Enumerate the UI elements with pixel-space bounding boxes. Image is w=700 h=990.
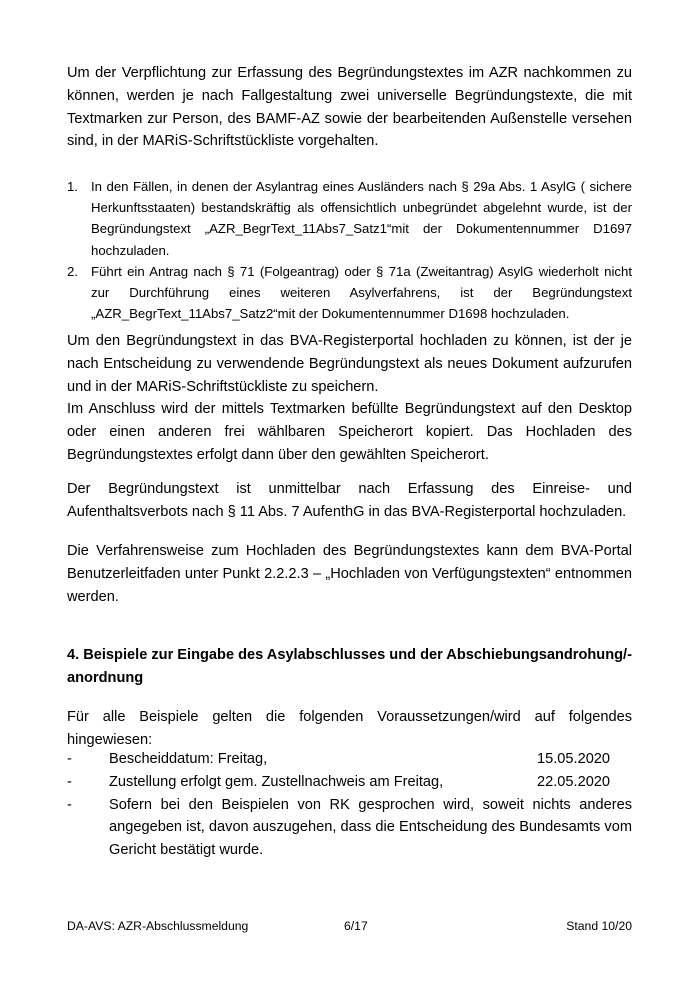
list-item-number: 1.	[67, 179, 78, 194]
page-footer	[67, 918, 632, 934]
examples-intro-paragraph: Für alle Beispiele gelten die folgenden Voraussetzungen/wird auf folgendes hingewiesen:	[67, 709, 632, 748]
list-item-number: 2.	[67, 263, 78, 279]
numbered-list	[67, 176, 632, 324]
dash-list	[67, 748, 632, 862]
list-item-text: Zustellung erfolgt gem. Zustellnachweis am Freitag,	[109, 773, 444, 790]
upload-paragraph: Um den Begründungstext in das BVA-Registerportal hochladen zu können, ist der je nach Entscheidung zu verwendende Begründungstext als neues Dokument aufzurufen und in der MARiS-Schriftstückliste zu speichern.	[67, 333, 632, 395]
timing-paragraph: Der Begründungstext ist unmittelbar nach Erfassung des Einreise- und Aufenthaltsverbots nach § 11 Abs. 7 AufenthG in das BVA-Registerportal hochzuladen.	[67, 481, 632, 520]
list-item	[67, 771, 632, 794]
guide-paragraph: Die Verfahrensweise zum Hochladen des Begründungstextes kann dem BVA-Portal Benutzerleitfaden unter Punkt 2.2.2.3 – „Hochladen von Verfügungstexten“ entnommen werden.	[67, 543, 632, 605]
list-item-text: In den Fällen, in denen der Asylantrag eines Ausländers nach § 29a Abs. 1 AsylG ( sichere Herkunftsstaaten) bestandskräftig als offensichtlich unbegründet abgelehnt wurde, ist der Begründungstext „AZR_BegrText_11Abs7_Satz1“mit der Dokumentennummer D1697 hochzuladen.	[91, 179, 632, 258]
footer-document-title: DA-AVS: AZR-Abschlussmeldung	[67, 919, 249, 933]
footer-page-number: 6/17	[344, 919, 368, 933]
list-item	[67, 261, 632, 325]
list-item	[67, 748, 632, 771]
section-heading: 4. Beispiele zur Eingabe des Asylabschlusses und der Abschiebungsandrohung/-anordnung	[67, 647, 632, 686]
footer-version: Stand 10/20	[566, 919, 632, 933]
intro-paragraph: Um der Verpflichtung zur Erfassung des Begründungstextes im AZR nachkommen zu können, werden je nach Fallgestaltung zwei universelle Begründungstexte, die mit Textmarken zur Person, des BAMF-AZ sowie der bearbeitenden Außenstelle versehen sind, in der MARiS-Schriftstückliste vorgehalten.	[67, 65, 632, 150]
list-item-text: Sofern bei den Beispielen von RK gesprochen wird, soweit nichts anderes angegeben ist, davon auszugehen, dass die Entscheidung des Bundesamts vom Gericht bestätigt wurde.	[109, 796, 632, 859]
date-value: 22.05.2020	[537, 773, 611, 790]
list-item-text: Führt ein Antrag nach § 71 (Folgeantrag) oder § 71a (Zweitantrag) AsylG wiederholt nicht zur Durchführung eines weiteren Asylverfahrens, ist der Begründungstext „AZR_BegrText_11Abs7_Satz2“mit der Dokumentennummer D1698 hochzuladen.	[91, 263, 632, 322]
list-item-text: Bescheiddatum: Freitag,	[109, 751, 268, 767]
dash-marker: -	[67, 796, 72, 813]
date-value: 15.05.2020	[537, 751, 611, 767]
dash-marker: -	[67, 773, 72, 790]
list-item	[67, 794, 632, 862]
copy-paragraph: Im Anschluss wird der mittels Textmarken befüllte Begründungstext auf den Desktop oder einen anderen frei wählbaren Speicherort kopiert. Das Hochladen des Begründungstextes erfolgt dann über den gewählten Speicherort.	[67, 401, 632, 463]
dash-marker: -	[67, 751, 72, 767]
list-item	[67, 176, 632, 261]
